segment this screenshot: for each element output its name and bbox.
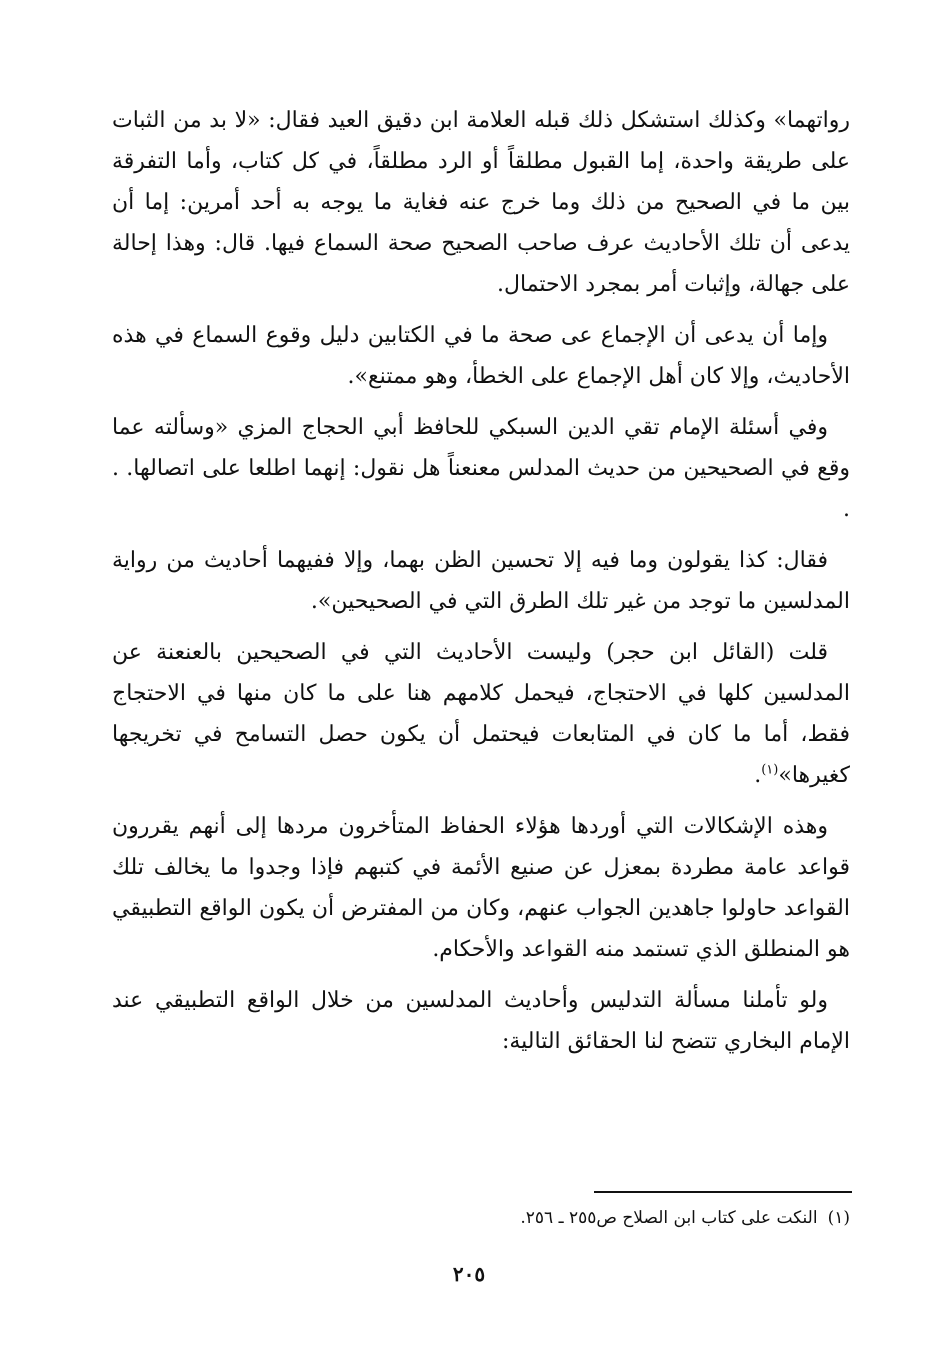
main-text: [112, 100, 850, 1072]
footnote: [112, 1205, 850, 1231]
paragraph-5-text: قلت (القائل ابن حجر) وليست الأحاديث التي في الصحيحين بالعنعنة عن المدلسين كلها في الاحتجاج، فيحمل كلامهم هنا على ما كان منها في الاحتجاج فقط، أما ما كان في المتابعات فيحتمل أن يكون حصل التسامح في تخريجها كغيرها»: [112, 640, 850, 788]
paragraph-2-text: وإما أن يدعى أن الإجماع عى صحة ما في الكتابين دليل وقوع السماع في هذه الأحاديث، وإلا كان أهل الإجماع على الخطأ، وهو ممتنع».: [112, 323, 850, 389]
paragraph-4: [112, 540, 850, 622]
footnote-marker: (١): [827, 1208, 850, 1228]
footnote-reference[interactable]: (١): [761, 762, 779, 778]
paragraph-6-text: وهذه الإشكالات التي أوردها هؤلاء الحفاظ المتأخرون مردها إلى أنهم يقررون قواعد عامة مطردة بمعزل عن صنيع الأئمة في كتبهم فإذا وجدوا ما يخالف تلك القواعد حاولوا جاهدين الجواب عنهم، وكان من المفترض أن يكون الواقع التطبيقي هو المنطلق الذي تستمد منه القواعد والأحكام.: [112, 814, 850, 962]
paragraph-5: [112, 632, 850, 796]
paragraph-4-text: فقال: كذا يقولون وما فيه إلا تحسين الظن بهما، وإلا ففيهما أحاديث من رواية المدلسين ما توجد من غير تلك الطرق التي في الصحيحين».: [112, 548, 850, 614]
paragraph-7-text: ولو تأملنا مسألة التدليس وأحاديث المدلسين من خلال الواقع التطبيقي عند الإمام البخاري تتضح لنا الحقائق التالية:: [112, 988, 850, 1054]
paragraph-6: [112, 806, 850, 970]
page-number: ٢٠٥: [452, 1262, 486, 1286]
footnote-text: النكت على كتاب ابن الصلاح ص٢٥٥ ـ ٢٥٦.: [520, 1208, 818, 1228]
paragraph-7: [112, 980, 850, 1062]
paragraph-1: [112, 100, 850, 305]
paragraph-1-text: رواتهما» وكذلك استشكل ذلك قبله العلامة ابن دقيق العيد فقال: «لا بد من الثبات على طريقة واحدة، إما القبول مطلقاً أو الرد مطلقاً، في كل كتاب، وأما التفرقة بين ما في الصحيح من ذلك وما خرج عنه فغاية ما يوجه به أحد أمرين: إما أن يدعى أن تلك الأحاديث عرف صاحب الصحيح صحة السماع فيها. قال: وهذا إحالة على جهالة، وإثبات أمر بمجرد الاحتمال.: [112, 108, 850, 297]
paragraph-2: [112, 315, 850, 397]
paragraph-3-text: وفي أسئلة الإمام تقي الدين السبكي للحافظ أبي الحجاج المزي «وسألته عما وقع في الصحيحين من حديث المدلس معنعناً هل نقول: إنهما اطلعا على اتصالها. . .: [112, 415, 850, 522]
paragraph-3: [112, 407, 850, 530]
footnote-divider: [594, 1191, 852, 1193]
paragraph-5-tail: .: [754, 763, 762, 788]
